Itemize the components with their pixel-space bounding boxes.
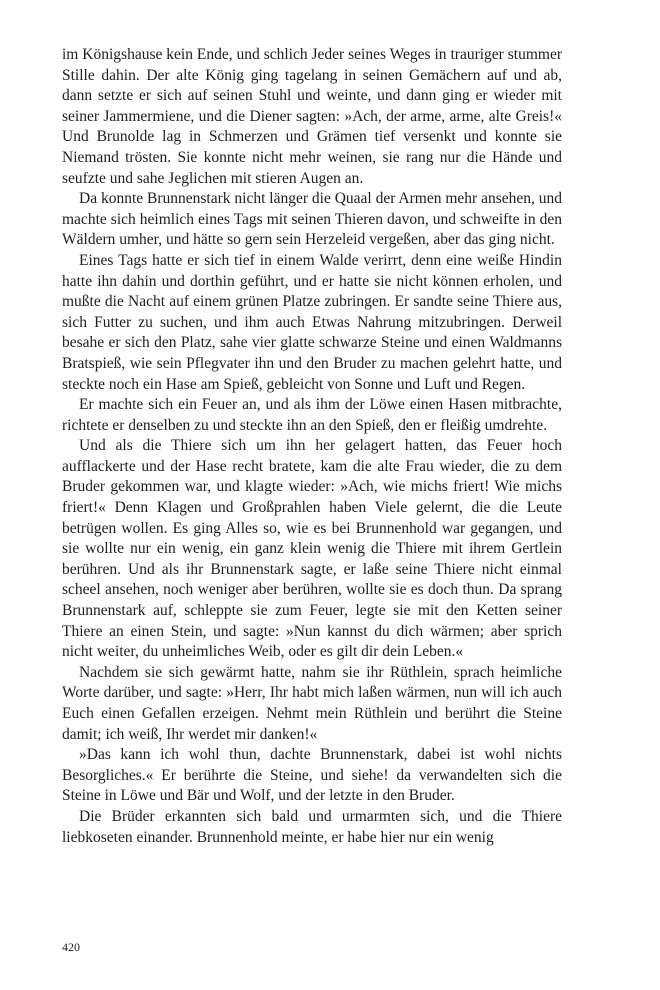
page-body [62,45,562,848]
paragraph-8: Die Brüder erkannten sich bald und urmarmten sich, und die Thiere liebkoseten einander. Brunnenhold meinte, er habe hier nur ein wenig [62,807,562,846]
paragraph-7: »Das kann ich wohl thun, dachte Brunnenstark, dabei ist wohl nichts Besorgliches.« Er berührte die Steine, und siehe! da verwandelten sich die Steine in Löwe und Bär und Wolf, und der letzte in den Bruder. [62,746,562,805]
paragraph-6: Nachdem sie sich gewärmt hatte, nahm sie ihr Rüthlein, sprach heimliche Worte darüber, und sagte: »Herr, Ihr habt mich laßen wärmen, nun will ich auch Euch einen Gefallen erzeigen. Nehmt mein Rüthlein und berührt die Steine damit; ich weiß, Ihr werdet mir danken!« [62,663,562,743]
paragraph-1: im Königshause kein Ende, und schlich Jeder seines Weges in trauriger stummer Stille dahin. Der alte König ging tagelang in seinen Gemächern auf und ab, dann setzte er sich auf seinen Stuhl und weinte, und dann ging er wieder mit seiner Jammermiene, und die Diener sagten: »Ach, der arme, arme, alte Greis!« Und Brunolde lag in Schmerzen und Grämen tief versenkt und konnte sie Niemand trösten. Sie konnte nicht mehr weinen, sie rang nur die Hände und seufzte und sahe Jeglichen mit stieren Augen an. [62,46,562,187]
paragraph-5: Und als die Thiere sich um ihn her gelagert hatten, das Feuer hoch aufflackerte und der Hase recht bratete, kam die alte Frau wieder, die zu dem Bruder gekommen war, und klagte wieder: »Ach, wie michs friert! Wie michs friert!« Denn Klagen und Großprahlen haben Viele gelernt, die die Leute betrügen wollen. Es ging Alles so, wie es bei Brunnenhold war gegangen, und sie wollte nur ein wenig, ein ganz klein wenig die Thiere mit ihrem Gertlein berühren. Und als ihr Brunnenstark sagte, er laße seine Thiere nicht einmal scheel ansehen, noch weniger aber berühren, wollte sie es doch thun. Da sprang Brunnenstark auf, schleppte sie zum Feuer, legte sie mit den Ketten seiner Thiere an einen Stein, und sagte: »Nun kannst du dich wärmen; aber sprich nicht weiter, du unheimliches Weib, oder es gilt dir dein Leben.« [62,437,562,661]
paragraph-2: Da konnte Brunnenstark nicht länger die Quaal der Armen mehr ansehen, und machte sich heimlich eines Tags mit seinen Thieren davon, und schweifte in den Wäldern umher, und hätte so gern sein Herzeleid vergeßen, aber das ging nicht. [62,190,562,249]
paragraph-4: Er machte sich ein Feuer an, und als ihm der Löwe einen Hasen mitbrachte, richtete er denselben zu und steckte ihn an den Spieß, den er fleißig umdrehte. [62,396,562,434]
page-number: 420 [62,940,80,954]
paragraph-3: Eines Tags hatte er sich tief in einem Walde verirrt, denn eine weiße Hindin hatte ihn dahin und dorthin geführt, und er hatte sie nicht können erholen, und mußte die Nacht auf einem grünen Platze zubringen. Er sandte seine Thiere aus, sich Futter zu suchen, und ihm auch Etwas Nahrung mitzubringen. Derweil besahe er sich den Platz, sahe vier glatte schwarze Steine und einen Waldmanns Bratspieß, wie sein Pflegvater ihn und den Bruder zu machen gelehrt hatte, und steckte noch ein Hase am Spieß, gebleicht von Sonne und Luft und Regen. [62,251,562,393]
